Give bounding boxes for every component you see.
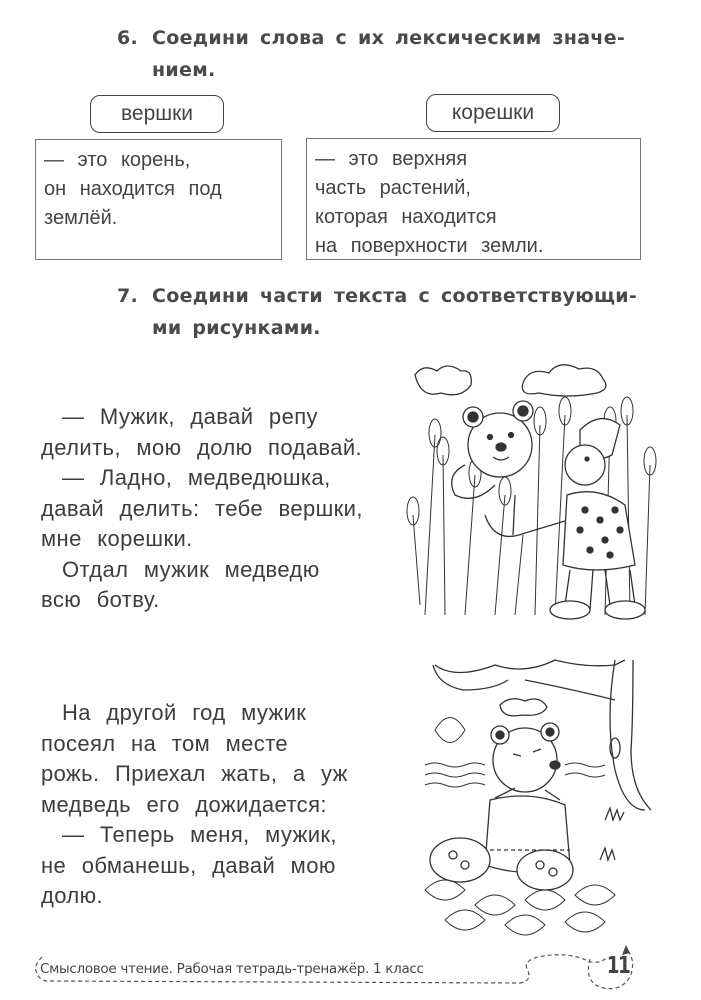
task-6-number: 6.: [117, 27, 139, 49]
illustration-bear-under-tree[interactable]: [405, 650, 685, 940]
oak-tree-illustration-icon: [405, 650, 685, 940]
definition-line: — это корень,: [44, 149, 191, 171]
passage-line: делить, мою долю подавай.: [41, 434, 363, 460]
footer: [30, 945, 700, 995]
wheat-field-illustration-icon: [405, 355, 685, 625]
word-card-vershki[interactable]: [90, 95, 224, 133]
definition-line: землёй.: [44, 207, 118, 229]
definition-box-2[interactable]: [306, 138, 641, 260]
passage-line: рожь. Приехал жать, а уж: [41, 761, 348, 786]
definition-line: которая находится: [315, 206, 497, 228]
book-title: Смысловое чтение. Рабочая тетрадь-тренажёр. 1 класс: [40, 961, 424, 977]
task-6-title-line1: Соедини слова с их лексическим значе-: [152, 27, 626, 49]
passage-line: медведь его дожидается:: [41, 791, 327, 817]
word-label: корешки: [451, 101, 535, 124]
illustration-bear-and-peasant[interactable]: [405, 355, 685, 625]
page-number: 11: [606, 953, 630, 979]
definition-line: на поверхности земли.: [315, 235, 544, 257]
passage-line: — Теперь меня, мужик,: [62, 822, 337, 847]
passage-line: — Мужик, давай репу: [62, 404, 318, 429]
task-7-number: 7.: [117, 285, 139, 307]
story-passage-2[interactable]: [41, 698, 401, 912]
passage-line: не обманешь, давай мою: [41, 852, 336, 878]
word-card-koreshki[interactable]: [426, 94, 560, 132]
task-7-heading: [117, 280, 677, 346]
passage-line: долю.: [41, 883, 104, 908]
passage-line: мне корешки.: [41, 526, 193, 551]
task-7-title-line1: Соедини части текста с соответствующи-: [152, 285, 638, 307]
word-label: вершки: [120, 102, 194, 125]
task-6-heading: [117, 22, 677, 88]
task-7-title-line2: ми рисунками.: [152, 317, 321, 339]
definition-line: он находится под: [44, 178, 222, 200]
passage-line: — Ладно, медведюшка,: [62, 465, 331, 490]
task-6-title-line2: нием.: [152, 59, 216, 81]
passage-line: посеял на том месте: [41, 730, 289, 756]
passage-line: На другой год мужик: [62, 700, 307, 725]
passage-line: всю ботву.: [41, 587, 160, 612]
passage-line: Отдал мужик медведю: [62, 556, 320, 582]
definition-line: — это верхняя: [315, 148, 468, 170]
definition-box-1[interactable]: [35, 139, 282, 260]
definition-line: часть растений,: [315, 177, 471, 199]
story-passage-1[interactable]: [41, 402, 401, 616]
passage-line: давай делить: тебе вершки,: [41, 495, 363, 521]
